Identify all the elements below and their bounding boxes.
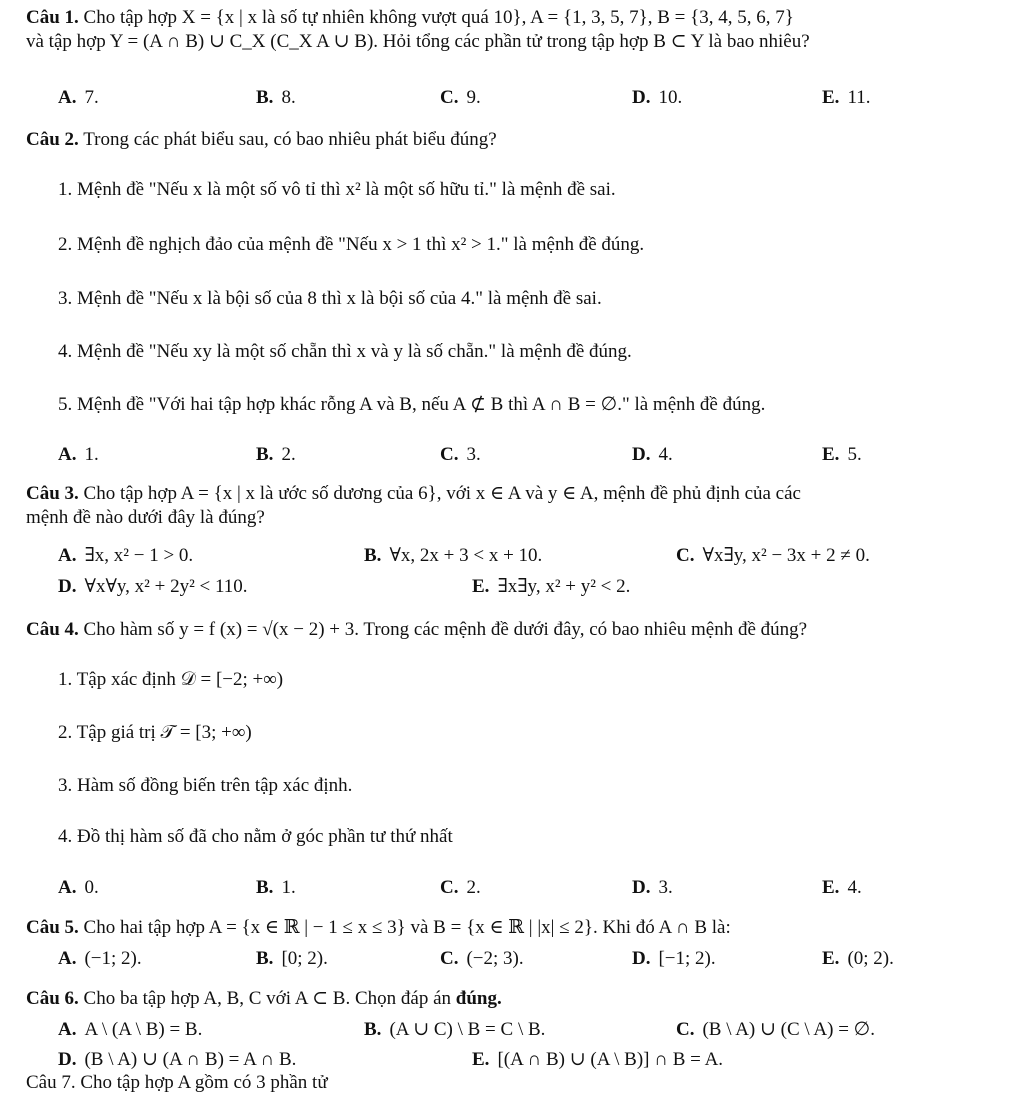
options-row (58, 1018, 1024, 1044)
question-label: Câu 2. (26, 129, 79, 150)
statement-item: 1. Mệnh đề "Nếu x là một số vô tỉ thì x² là một số hữu tỉ." là mệnh đề sai. (58, 179, 616, 200)
option-b[interactable]: B. (A ∪ C) \ B = C \ B. (364, 1019, 546, 1040)
statement-item: 4. Mệnh đề "Nếu xy là một số chẵn thì x và y là số chẵn." là mệnh đề đúng. (58, 341, 632, 362)
question-stem: Cho hai tập hợp A = {x ∈ ℝ | − 1 ≤ x ≤ 3} và B = {x ∈ ℝ | |x| ≤ 2}. Khi đó A ∩ B là: (83, 917, 731, 938)
question-stem: Cho ba tập hợp A, B, C với A ⊂ B. Chọn đáp án (83, 988, 452, 1009)
question-3 (26, 482, 1016, 530)
question-label: Câu 3. (26, 483, 79, 504)
option-b[interactable]: B. 1. (256, 877, 296, 898)
question-stem: Cho tập hợp X = {x | x là số tự nhiên không vượt quá 10}, A = {1, 3, 5, 7}, B = {3, 4, 5, 6, 7} (83, 7, 794, 28)
option-c[interactable]: C. 3. (440, 444, 481, 465)
question-stem: Trong các phát biểu sau, có bao nhiêu phát biểu đúng? (83, 129, 497, 150)
question-stem: Cho hàm số y = f (x) = √(x − 2) + 3. Trong các mệnh đề dưới đây, có bao nhiêu mệnh đề đúng? (83, 619, 808, 640)
option-e[interactable]: E. 4. (822, 877, 862, 898)
option-a[interactable]: A. 1. (58, 444, 99, 465)
cutoff-next-question (26, 1072, 446, 1093)
options-row (58, 947, 1024, 973)
statement-item: 2. Mệnh đề nghịch đảo của mệnh đề "Nếu x > 1 thì x² > 1." là mệnh đề đúng. (58, 234, 645, 255)
question-6 (26, 987, 1016, 1011)
option-a[interactable]: A. 0. (58, 877, 99, 898)
option-c[interactable]: C. 9. (440, 87, 481, 108)
option-b[interactable]: B. 2. (256, 444, 296, 465)
cutoff-text: Câu 7. Cho tập hợp A gồm có 3 phần tử (26, 1072, 328, 1093)
question-label: Câu 6. (26, 988, 79, 1009)
option-d[interactable]: D. 4. (632, 444, 673, 465)
question-stem-continued: mệnh đề nào dưới đây là đúng? (26, 506, 265, 528)
statement-item: 2. Tập giá trị 𝒯 = [3; +∞) (58, 722, 252, 743)
options-row (58, 876, 1024, 902)
option-d[interactable]: D. 3. (632, 877, 673, 898)
question-4 (26, 618, 1016, 642)
option-a[interactable]: A. A \ (A \ B) = B. (58, 1019, 203, 1040)
option-e[interactable]: E. [(A ∩ B) ∪ (A \ B)] ∩ B = A. (472, 1049, 724, 1070)
option-b[interactable]: B. 8. (256, 87, 296, 108)
question-stem: Cho tập hợp A = {x | x là ước số dương của 6}, với x ∈ A và y ∈ A, mệnh đề phủ định của các (83, 483, 801, 504)
question-stem-emphasis: đúng. (455, 988, 502, 1009)
option-d[interactable]: D. 10. (632, 87, 683, 108)
option-c[interactable]: C. (−2; 3). (440, 948, 524, 969)
option-a[interactable]: A. ∃x, x² − 1 > 0. (58, 545, 194, 566)
question-label: Câu 1. (26, 7, 79, 28)
option-c[interactable]: C. (B \ A) ∪ (C \ A) = ∅. (676, 1019, 875, 1040)
question-stem-continued: và tập hợp Y = (A ∩ B) ∪ C_X (C_X A ∪ B). Hỏi tổng các phần tử trong tập hợp B ⊂ Y là bao nhiêu? (26, 30, 810, 52)
statement-item: 3. Mệnh đề "Nếu x là bội số của 8 thì x là bội số của 4." là mệnh đề sai. (58, 288, 602, 309)
option-d[interactable]: D. ∀x∀y, x² + 2y² < 110. (58, 576, 248, 597)
question-5 (26, 916, 1016, 940)
option-d[interactable]: D. (B \ A) ∪ (A ∩ B) = A ∩ B. (58, 1049, 297, 1070)
option-c[interactable]: C. ∀x∃y, x² − 3x + 2 ≠ 0. (676, 545, 870, 566)
options-row (58, 575, 1024, 601)
option-e[interactable]: E. (0; 2). (822, 948, 894, 969)
options-row (58, 544, 1024, 570)
option-b[interactable]: B. [0; 2). (256, 948, 328, 969)
option-e[interactable]: E. 11. (822, 87, 871, 108)
question-label: Câu 5. (26, 917, 79, 938)
statement-item: 1. Tập xác định 𝒟 = [−2; +∞) (58, 669, 284, 690)
options-row (58, 86, 1024, 112)
statement-item: 4. Đồ thị hàm số đã cho nằm ở góc phần tư thứ nhất (58, 826, 453, 847)
statement-item: 3. Hàm số đồng biến trên tập xác định. (58, 775, 353, 796)
question-2 (26, 128, 1016, 152)
option-a[interactable]: A. 7. (58, 87, 99, 108)
option-c[interactable]: C. 2. (440, 877, 481, 898)
statement-item: 5. Mệnh đề "Với hai tập hợp khác rỗng A và B, nếu A ⊄ B thì A ∩ B = ∅." là mệnh đề đúng. (58, 394, 766, 415)
option-d[interactable]: D. [−1; 2). (632, 948, 716, 969)
option-b[interactable]: B. ∀x, 2x + 3 < x + 10. (364, 545, 543, 566)
question-1 (26, 6, 1016, 54)
option-a[interactable]: A. (−1; 2). (58, 948, 142, 969)
question-label: Câu 4. (26, 619, 79, 640)
options-row (58, 443, 1024, 469)
option-e[interactable]: E. ∃x∃y, x² + y² < 2. (472, 576, 631, 597)
option-e[interactable]: E. 5. (822, 444, 862, 465)
